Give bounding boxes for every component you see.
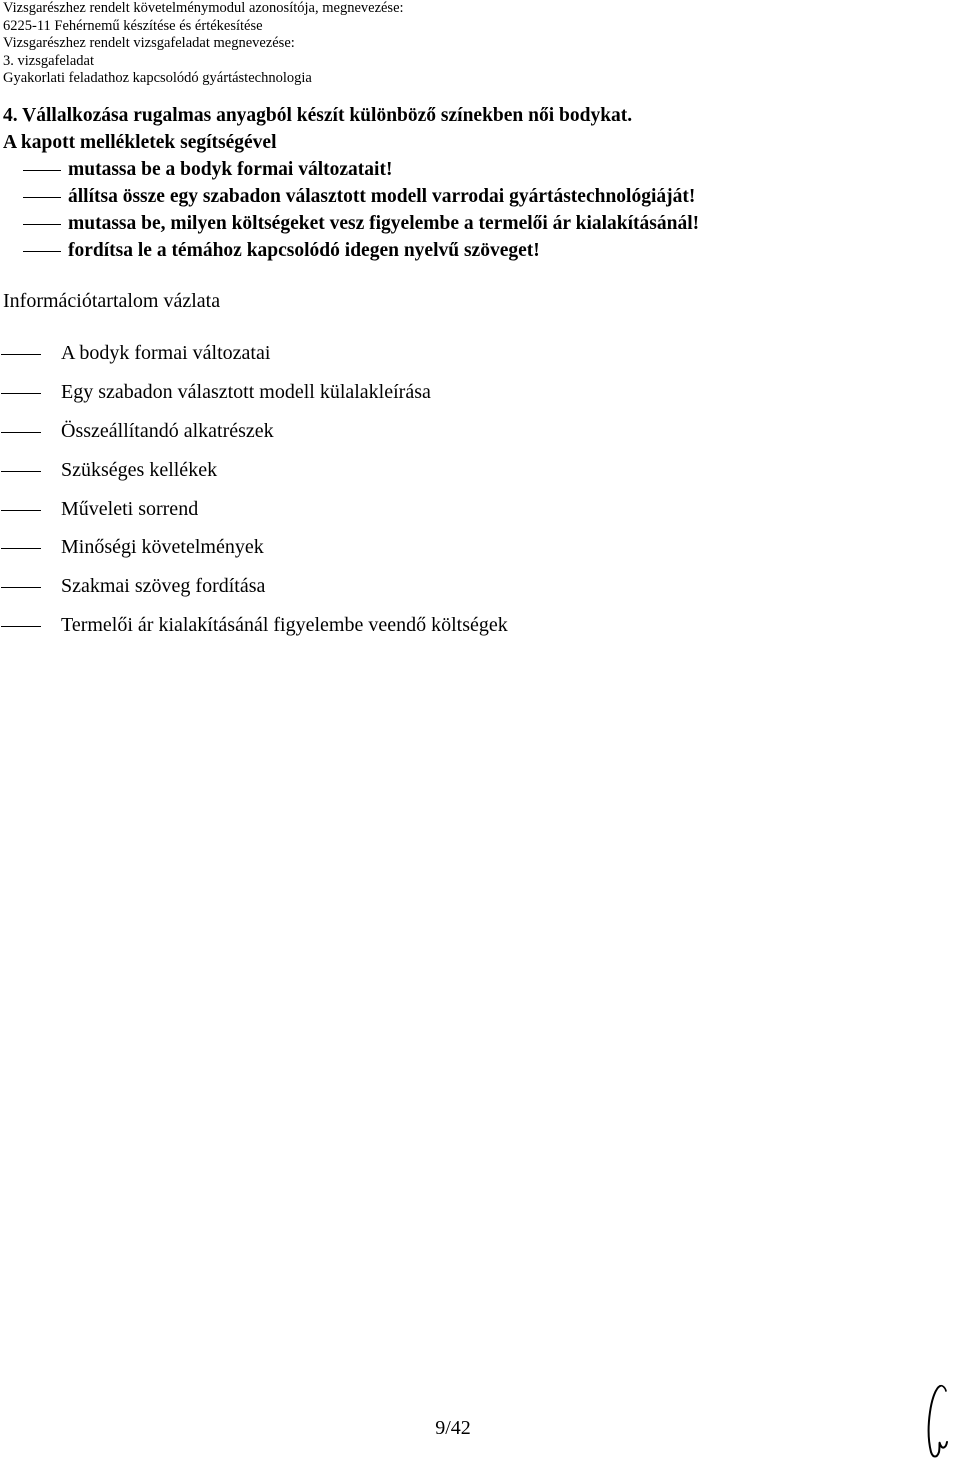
handwritten-signature-icon: [918, 1382, 960, 1462]
task-title: 4. Vállalkozása rugalmas anyagból készít különböző színekben női bodykat.: [3, 105, 633, 126]
task-item: mutassa be, milyen költségeket vesz figyelembe a termelői ár kialakításánál!: [3, 210, 699, 237]
outline-item: Minőségi követelmények: [0, 532, 508, 571]
task-intro: A kapott mellékletek segítségével: [3, 132, 277, 153]
header-technology-label: Gyakorlati feladathoz kapcsolódó gyártástechnologia: [3, 70, 312, 87]
outline-item: Szakmai szöveg fordítása: [0, 571, 508, 610]
task-item: mutassa be a bodyk formai változatait!: [3, 156, 699, 183]
outline-item: A bodyk formai változatai: [0, 338, 508, 377]
task-item: állítsa össze egy szabadon választott modell varrodai gyártástechnológiáját!: [3, 183, 699, 210]
outline-item: Műveleti sorrend: [0, 494, 508, 533]
task-description: [3, 102, 699, 264]
outline-item: Egy szabadon választott modell külalakleírása: [0, 377, 508, 416]
header-task-label: Vizsgarészhez rendelt vizsgafeladat megnevezése:: [3, 35, 295, 52]
document-header: [3, 0, 404, 88]
header-task-value: 3. vizsgafeladat: [3, 52, 94, 69]
outline-title: Információtartalom vázlata: [3, 290, 221, 312]
outline-item: Termelői ár kialakításánál figyelembe veendő költségek: [0, 610, 508, 649]
task-item: fordítsa le a témához kapcsolódó idegen nyelvű szöveget!: [3, 237, 699, 264]
outline-item: Szükséges kellékek: [0, 455, 508, 494]
header-module-label: Vizsgarészhez rendelt követelménymodul azonosítója, megnevezése:: [3, 0, 404, 16]
page-number: 9/42: [435, 1417, 471, 1439]
header-module-value: 6225-11 Fehérnemű készítése és értékesítése: [3, 17, 263, 34]
outline-item: Összeállítandó alkatrészek: [0, 416, 508, 455]
outline-list: [0, 338, 508, 649]
